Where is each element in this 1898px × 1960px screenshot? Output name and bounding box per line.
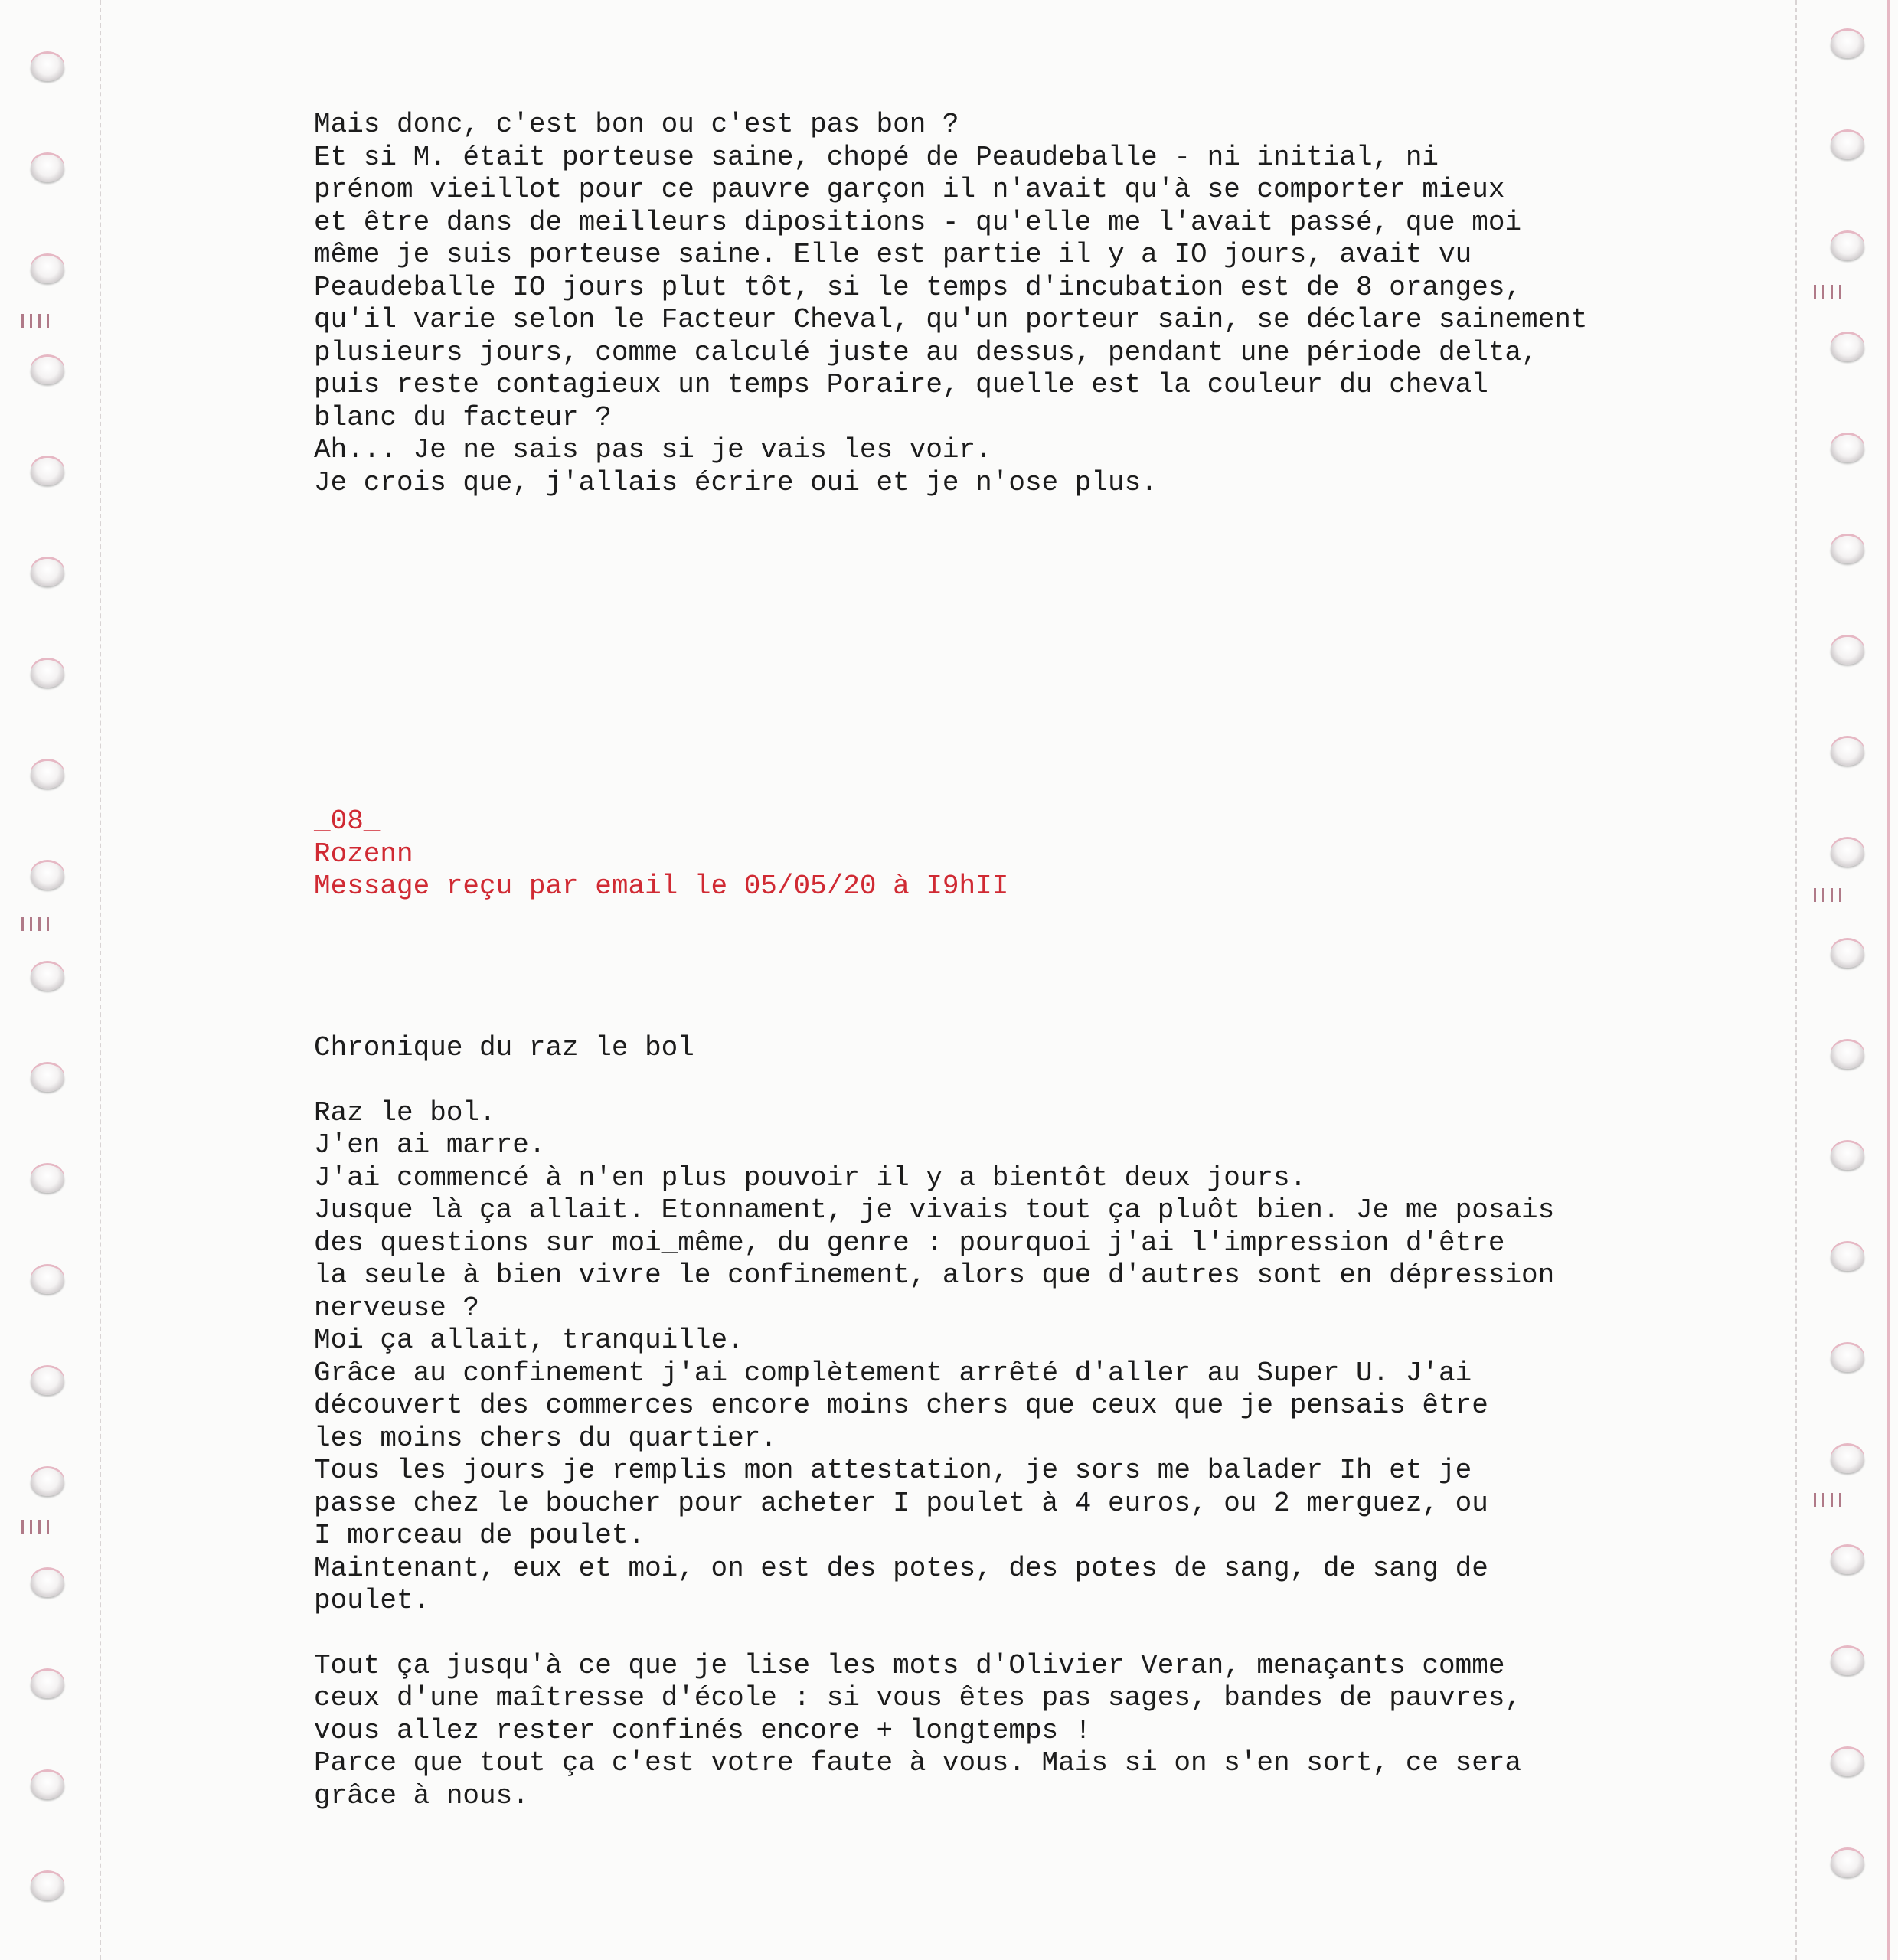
pink-paper-edge: [1887, 0, 1890, 1960]
feed-hole-icon: [1831, 1041, 1864, 1069]
text-line: I morceau de poulet.: [314, 1520, 645, 1551]
text-line: J'ai commencé à n'en plus pouvoir il y a bientôt deux jours.: [314, 1161, 1307, 1194]
text-line: grâce à nous.: [314, 1779, 529, 1811]
text-line: Ah... Je ne sais pas si je vais les voir.: [314, 434, 992, 466]
text-line: Maintenant, eux et moi, on est des potes, des potes de sang, de sang de: [314, 1552, 1488, 1584]
chronicle-body: [314, 1032, 1554, 1812]
text-line: Tout ça jusqu'à ce que je lise les mots d'Olivier Veran, menaçants comme: [314, 1649, 1505, 1681]
feed-hole-icon: [1831, 334, 1864, 361]
entry-received-date: Message reçu par email le 05/05/20 à I9hII: [314, 871, 1009, 902]
feed-hole-icon: [31, 1468, 64, 1496]
text-line: des questions sur moi_même, du genre : pourquoi j'ai l'impression d'être: [314, 1227, 1505, 1259]
left-perforation-line: [100, 0, 101, 1960]
text-line: même je suis porteuse saine. Elle est partie il y a IO jours, avait vu: [314, 239, 1472, 270]
message-header: [314, 805, 1008, 903]
entry-author: Rozenn: [314, 838, 413, 870]
feed-hole-icon: [31, 256, 64, 283]
text-line: plusieurs jours, comme calculé juste au dessus, pendant une période delta,: [314, 336, 1538, 368]
text-line: J'en ai marre.: [314, 1129, 546, 1161]
text-line: Et si M. était porteuse saine, chopé de Peaudeballe - ni initial, ni: [314, 141, 1439, 173]
feed-hole-icon: [31, 761, 64, 789]
text-line: nerveuse ?: [314, 1292, 480, 1324]
feed-hole-icon: [1831, 1142, 1864, 1170]
feed-hole-icon: [31, 1367, 64, 1395]
feed-hole-icon: [1831, 435, 1864, 462]
feed-hole-icon: [31, 1165, 64, 1193]
feed-hole-icon: [31, 1873, 64, 1900]
text-line: Raz le bol.: [314, 1096, 496, 1129]
feed-hole-icon: [31, 963, 64, 991]
text-line: blanc du facteur ?: [314, 401, 612, 433]
text-line: ceux d'une maîtresse d'école : si vous êtes pas sages, bandes de pauvres,: [314, 1682, 1522, 1713]
feed-hole-icon: [1831, 536, 1864, 564]
text-line: les moins chers du quartier.: [314, 1422, 777, 1454]
text-line: la seule à bien vivre le confinement, alors que d'autres sont en dépression: [314, 1259, 1555, 1291]
text-line: poulet.: [314, 1585, 430, 1616]
feed-hole-icon: [31, 1064, 64, 1092]
perforation-tick-icon: [21, 917, 55, 931]
feed-hole-icon: [31, 1772, 64, 1799]
previous-message-continuation: [314, 109, 1587, 499]
perforation-tick-icon: [21, 1520, 55, 1534]
perforation-tick-icon: [1814, 285, 1847, 299]
text-line: vous allez rester confinés encore + longtemps !: [314, 1714, 1092, 1746]
text-line: Moi ça allait, tranquille.: [314, 1325, 744, 1356]
feed-hole-icon: [31, 357, 64, 384]
feed-hole-icon: [1831, 1648, 1864, 1675]
perforation-tick-icon: [1814, 888, 1847, 902]
left-tractor-feed-strip: [0, 0, 100, 1960]
feed-hole-icon: [31, 1266, 64, 1294]
text-line: et être dans de meilleurs dipositions - qu'elle me l'avait passé, que moi: [314, 206, 1522, 238]
text-line: passe chez le boucher pour acheter I poulet à 4 euros, ou 2 merguez, ou: [314, 1487, 1488, 1519]
feed-hole-icon: [1831, 940, 1864, 968]
text-line: Parce que tout ça c'est votre faute à vous. Mais si on s'en sort, ce sera: [314, 1747, 1522, 1779]
feed-hole-icon: [1831, 1344, 1864, 1372]
feed-hole-icon: [1831, 839, 1864, 867]
right-perforation-line: [1795, 0, 1797, 1960]
perforation-tick-icon: [21, 314, 55, 328]
feed-hole-icon: [1831, 132, 1864, 159]
feed-hole-icon: [1831, 1850, 1864, 1877]
chronicle-title: Chronique du raz le bol: [314, 1032, 694, 1063]
feed-hole-icon: [31, 862, 64, 890]
text-line: découvert des commerces encore moins chers que ceux que je pensais être: [314, 1390, 1488, 1421]
feed-hole-icon: [1831, 738, 1864, 766]
feed-hole-icon: [1831, 1547, 1864, 1574]
feed-hole-icon: [31, 458, 64, 485]
text-line: Mais donc, c'est bon ou c'est pas bon ?: [314, 109, 959, 140]
feed-hole-icon: [1831, 637, 1864, 665]
blank-line: [314, 1618, 1554, 1650]
feed-hole-icon: [1831, 1749, 1864, 1776]
text-line: puis reste contagieux un temps Poraire, quelle est la couleur du cheval: [314, 369, 1488, 400]
text-line: prénom vieillot pour ce pauvre garçon il n'avait qu'à se comporter mieux: [314, 174, 1505, 205]
feed-hole-icon: [1831, 1243, 1864, 1271]
entry-number: _08_: [314, 805, 381, 837]
perforation-tick-icon: [1814, 1493, 1847, 1507]
right-tractor-feed-strip: [1795, 0, 1898, 1960]
feed-hole-icon: [1831, 1446, 1864, 1473]
text-line: Je crois que, j'allais écrire oui et je n'ose plus.: [314, 466, 1158, 498]
feed-hole-icon: [1831, 233, 1864, 260]
text-line: qu'il varie selon le Facteur Cheval, qu'un porteur sain, se déclare sainement: [314, 304, 1588, 335]
text-line: Jusque là ça allait. Etonnament, je vivais tout ça pluôt bien. Je me posais: [314, 1194, 1555, 1226]
feed-hole-icon: [1831, 31, 1864, 58]
text-line: Grâce au confinement j'ai complètement arrêté d'aller au Super U. J'ai: [314, 1357, 1472, 1389]
feed-hole-icon: [31, 1671, 64, 1698]
feed-hole-icon: [31, 1570, 64, 1597]
feed-hole-icon: [31, 54, 64, 81]
feed-hole-icon: [31, 155, 64, 182]
blank-line: [314, 1065, 1554, 1097]
text-line: Peaudeballe IO jours plut tôt, si le temps d'incubation est de 8 oranges,: [314, 271, 1522, 303]
text-line: Tous les jours je remplis mon attestation, je sors me balader Ih et je: [314, 1455, 1472, 1486]
feed-hole-icon: [31, 660, 64, 688]
feed-hole-icon: [31, 559, 64, 586]
